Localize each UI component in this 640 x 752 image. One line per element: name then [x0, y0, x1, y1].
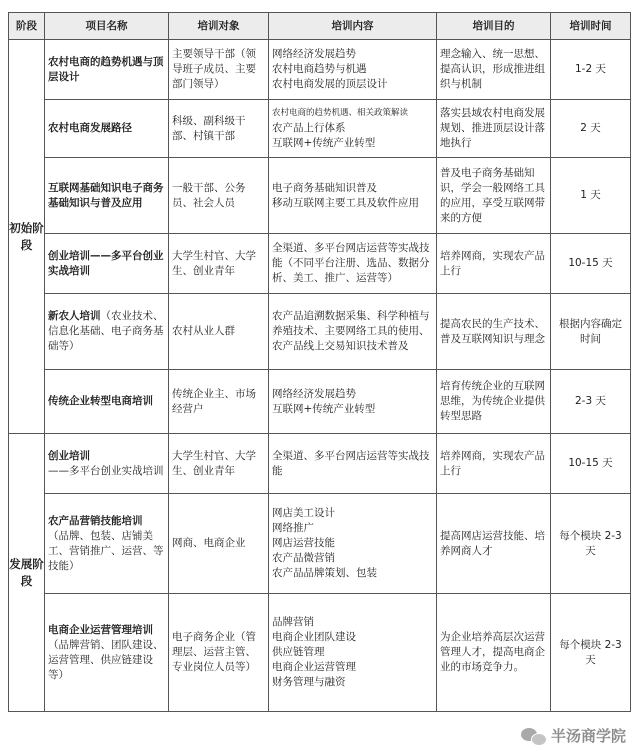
content-cell [269, 594, 437, 712]
time-cell: 每个模块 2-3 天 [551, 494, 631, 594]
table-row [9, 40, 631, 100]
table-row [9, 434, 631, 494]
goal-cell: 为企业培养高层次运营管理人才，提高电商企业的市场竞争力。 [437, 594, 551, 712]
content-line: 农产品品牌策划、包装 [272, 567, 377, 579]
project-name: 互联网基础知识电子商务基础知识与普及应用 [48, 181, 164, 209]
target-cell: 电子商务企业（管理层、运营主管、专业岗位人员等） [169, 594, 269, 712]
project-name: 新农人培训 [48, 310, 101, 322]
table-row [9, 494, 631, 594]
project-name: 农村电商发展路径 [48, 122, 132, 134]
content-cell [269, 100, 437, 158]
content-line: 网络经济发展趋势 [272, 48, 356, 60]
time-cell: 根据内容确定时间 [551, 294, 631, 370]
content-line: 电子商务基础知识普及 [272, 181, 377, 194]
time-cell: 10-15 天 [551, 434, 631, 494]
project-name-cell [45, 594, 169, 712]
content-line: 电商企业运营管理 [272, 661, 356, 673]
target-cell: 大学生村官、大学生、创业青年 [169, 434, 269, 494]
watermark-text: 半汤商学院 [550, 727, 626, 745]
time-cell: 10-15 天 [551, 234, 631, 294]
content-line: 互联网+传统产业转型 [272, 137, 376, 149]
project-subtitle: （品牌、包装、店铺美工、营销推广、运营、等技能） [48, 529, 164, 572]
time-cell: 1 天 [551, 158, 631, 234]
time-cell: 每个模块 2-3 天 [551, 594, 631, 712]
goal-cell: 理念输入、统一思想、提高认识，形成推进组织与机制 [437, 40, 551, 100]
goal-cell: 普及电子商务基础知识，学会一般网络工具的应用，享受互联网带来的方便 [437, 158, 551, 234]
content-line: 农村电商的趋势机遇、相关政策解读 [272, 108, 409, 118]
content-line: 网络推广 [272, 522, 314, 534]
project-name-cell [45, 494, 169, 594]
project-name: 创业培训——多平台创业实战培训 [48, 249, 164, 277]
header-target: 培训对象 [169, 13, 269, 40]
project-name: 传统企业转型电商培训 [48, 395, 153, 407]
content-line: 供应链管理 [272, 646, 325, 658]
table-row [9, 234, 631, 294]
project-name-cell [45, 294, 169, 370]
content-line: 农产品微营销 [272, 552, 335, 564]
project-subtitle: （农业技术、信息化基础、电子商务基础等） [48, 310, 164, 352]
content-cell [269, 40, 437, 100]
header-content: 培训内容 [269, 13, 437, 40]
target-cell: 科级、副科级干部、村镇干部 [169, 100, 269, 158]
content-line: 电商企业团队建设 [272, 631, 356, 643]
content-line: 品牌营销 [272, 616, 314, 628]
header-project-name: 项目名称 [45, 13, 169, 40]
content-line: 财务管理与融资 [272, 676, 346, 688]
project-name: 创业培训 [48, 449, 90, 462]
target-cell: 大学生村官、大学生、创业青年 [169, 234, 269, 294]
content-text: 全渠道、多平台网店运营等实战技能 [272, 242, 430, 269]
goal-cell: 落实县域农村电商发展规划、推进顶层设计落地执行 [437, 100, 551, 158]
project-name-cell [45, 434, 169, 494]
content-cell [269, 158, 437, 234]
content-cell [269, 370, 437, 434]
target-cell: 农村从业人群 [169, 294, 269, 370]
header-time: 培训时间 [551, 13, 631, 40]
project-name-cell [45, 158, 169, 234]
table-row [9, 594, 631, 712]
content-cell: 全渠道、多平台网店运营等实战技能 [269, 434, 437, 494]
content-line: 网店美工设计 [272, 507, 335, 519]
header-row [9, 13, 631, 40]
target-cell: 主要领导干部（领导班子成员、主要部门领导） [169, 40, 269, 100]
project-name-cell [45, 234, 169, 294]
stage-initial [9, 40, 45, 434]
goal-cell: 培养网商，实现农产品上行 [437, 234, 551, 294]
target-cell: 传统企业主、市场经营户 [169, 370, 269, 434]
time-cell: 2-3 天 [551, 370, 631, 434]
content-cell: 农产品追溯数据采集、科学种植与养殖技术、主要网络工具的使用、农产品线上交易知识技术普及 [269, 294, 437, 370]
table-row [9, 294, 631, 370]
target-cell: 网商、电商企业 [169, 494, 269, 594]
header-stage: 阶段 [9, 13, 45, 40]
wechat-icon [521, 726, 547, 746]
content-cell [269, 494, 437, 594]
goal-cell: 培育传统企业的互联网思维，为传统企业提供转型思路 [437, 370, 551, 434]
table-row [9, 100, 631, 158]
stage-label: 发展阶段 [9, 556, 44, 588]
project-name-cell [45, 40, 169, 100]
content-line: 移动互联网主要工具及软件应用 [272, 196, 419, 209]
stage-development [9, 434, 45, 712]
training-table [8, 12, 631, 712]
project-subtitle: ——多平台创业实战培训 [48, 464, 164, 477]
content-line: 农产品上行体系 [272, 122, 346, 134]
content-line: 互联网+传统产业转型 [272, 402, 376, 415]
project-name: 农产品营销技能培训 [48, 514, 143, 527]
table-row [9, 370, 631, 434]
project-name-cell [45, 370, 169, 434]
project-name: 电商企业运营管理培训 [48, 623, 153, 636]
goal-cell: 提高网店运营技能、培养网商人才 [437, 494, 551, 594]
content-line: 网店运营技能 [272, 537, 335, 549]
target-cell: 一般干部、公务员、社会人员 [169, 158, 269, 234]
content-line: 农村电商趋势与机遇 [272, 63, 367, 75]
header-goal: 培训目的 [437, 13, 551, 40]
goal-cell: 培养网商，实现农产品上行 [437, 434, 551, 494]
stage-label: 初始阶段 [9, 220, 44, 252]
project-subtitle: （品牌营销、团队建设、运营管理、供应链建设等） [48, 638, 164, 681]
content-line: 网络经济发展趋势 [272, 387, 356, 400]
table-row [9, 158, 631, 234]
project-name: 农村电商的趋势机遇与顶层设计 [48, 55, 164, 83]
goal-cell: 提高农民的生产技术、普及互联网知识与理念 [437, 294, 551, 370]
content-text: （不同平台注册、选品、数据分析、美工、推广、运营等） [272, 257, 430, 284]
watermark [521, 725, 626, 746]
project-name-cell [45, 100, 169, 158]
time-cell: 1-2 天 [551, 40, 631, 100]
time-cell: 2 天 [551, 100, 631, 158]
content-line: 农村电商发展的顶层设计 [272, 78, 388, 90]
content-cell [269, 234, 437, 294]
